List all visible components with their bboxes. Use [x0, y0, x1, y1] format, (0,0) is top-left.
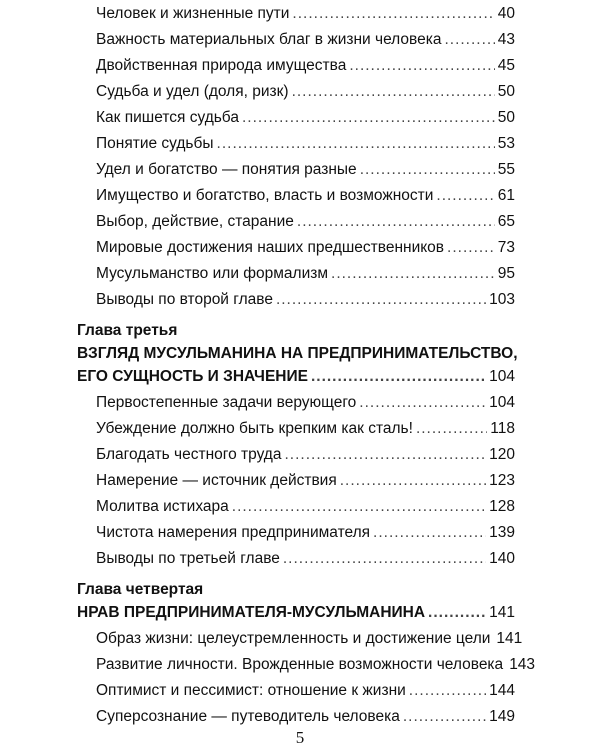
entry-title: Выводы по третьей главе — [96, 550, 280, 567]
toc-entry — [96, 30, 515, 50]
dot-leader — [403, 707, 486, 727]
dot-leader — [359, 393, 486, 413]
toc-entry — [96, 82, 515, 102]
entry-page: 45 — [497, 57, 515, 74]
chapter-label: Глава четвертая — [77, 581, 204, 598]
toc-entry — [96, 186, 515, 206]
entry-page: 53 — [497, 135, 515, 152]
toc-entry — [96, 523, 515, 543]
dot-leader — [416, 419, 487, 439]
entry-title: Имущество и богатство, власть и возможности — [96, 187, 434, 204]
dot-leader — [284, 445, 486, 465]
entry-page: 65 — [497, 213, 515, 230]
entry-page: 118 — [490, 420, 515, 437]
toc-entry — [96, 238, 515, 258]
entry-page: 95 — [497, 265, 515, 282]
entry-title: Двойственная природа имущества — [96, 57, 347, 74]
entry-page: 144 — [489, 682, 515, 699]
dot-leader — [409, 681, 486, 701]
toc-entry — [96, 497, 515, 517]
toc-entry — [96, 212, 515, 232]
entry-title: Важность материальных благ в жизни человека — [96, 31, 442, 48]
entry-page: 149 — [489, 708, 515, 725]
entry-page: 141 — [489, 604, 515, 621]
dot-leader — [232, 497, 486, 517]
toc-entry — [96, 160, 515, 180]
entry-page: 50 — [497, 83, 515, 100]
dot-leader — [292, 4, 494, 24]
entry-title: Развитие личности. Врожденные возможности человека — [96, 656, 504, 673]
dot-leader — [311, 367, 486, 387]
dot-leader — [447, 238, 495, 258]
entry-title: Молитва истихара — [96, 498, 229, 515]
dot-leader — [340, 471, 486, 491]
entry-title: Как пишется судьба — [96, 109, 239, 126]
entry-page: 55 — [497, 161, 515, 178]
dot-leader — [242, 108, 495, 128]
entry-title: Выбор, действие, старание — [96, 213, 294, 230]
toc-entry — [96, 681, 515, 701]
toc-entry — [96, 629, 523, 649]
entry-title: Мусульманство или формализм — [96, 265, 329, 282]
entry-title: Чистота намерения предпринимателя — [96, 524, 371, 541]
entry-title: Благодать честного труда — [96, 446, 282, 463]
toc-entry — [96, 264, 515, 284]
dot-leader — [428, 603, 486, 623]
entry-title: Понятие судьбы — [96, 135, 214, 152]
entry-page: 139 — [489, 524, 515, 541]
entry-page: 104 — [489, 394, 515, 411]
entry-title: Суперсознание — путеводитель человека — [96, 708, 400, 725]
entry-title: Образ жизни: целеустремленность и достижение цели — [96, 630, 491, 647]
entry-page: 143 — [509, 656, 536, 673]
dot-leader — [436, 186, 494, 206]
entry-title: Намерение — источник действия — [96, 472, 337, 489]
entry-page: 50 — [497, 109, 515, 126]
toc-entry — [96, 134, 515, 154]
toc-entry — [96, 393, 515, 413]
entry-page: 43 — [497, 31, 515, 48]
toc-entry — [96, 707, 515, 727]
entry-page: 103 — [489, 291, 515, 308]
entry-title: Мировые достижения наших предшественников — [96, 239, 445, 256]
toc-entry — [96, 549, 515, 569]
dot-leader — [276, 290, 486, 310]
entry-page: 61 — [497, 187, 515, 204]
entry-title: Удел и богатство — понятия разные — [96, 161, 357, 178]
toc-entry — [96, 290, 515, 310]
chapter-title: НРАВ ПРЕДПРИНИМАТЕЛЯ-МУСУЛЬМАНИНА — [77, 604, 426, 621]
chapter-title-entry — [77, 603, 515, 623]
dot-leader — [373, 523, 486, 543]
toc-entry — [96, 445, 515, 465]
toc-entry — [96, 655, 536, 675]
entry-page: 120 — [489, 446, 515, 463]
entry-page: 123 — [489, 472, 515, 489]
chapter-title-line: ВЗГЛЯД МУСУЛЬМАНИНА НА ПРЕДПРИНИМАТЕЛЬСТВО, — [77, 345, 518, 362]
entry-title: Первостепенные задачи верующего — [96, 394, 357, 411]
dot-leader — [297, 212, 495, 232]
entry-page: 140 — [489, 550, 515, 567]
chapter-label: Глава третья — [77, 322, 178, 339]
entry-title: Выводы по второй главе — [96, 291, 273, 308]
entry-title: Человек и жизненные пути — [96, 5, 290, 22]
dot-leader — [217, 134, 495, 154]
entry-title: Оптимист и пессимист: отношение к жизни — [96, 682, 406, 699]
toc-entry — [96, 471, 515, 491]
entry-page: 141 — [496, 630, 523, 647]
toc-entry — [96, 4, 515, 24]
toc-entry — [96, 419, 515, 439]
entry-page: 40 — [497, 5, 515, 22]
dot-leader — [444, 30, 494, 50]
entry-title: Судьба и удел (доля, ризк) — [96, 83, 289, 100]
chapter-title-entry — [77, 367, 515, 387]
dot-leader — [292, 82, 495, 102]
dot-leader — [283, 549, 486, 569]
dot-leader — [360, 160, 495, 180]
toc-entry — [96, 56, 515, 76]
entry-page: 128 — [489, 498, 515, 515]
chapter-title: ЕГО СУЩНОСТЬ И ЗНАЧЕНИЕ — [77, 368, 308, 385]
toc-entry — [96, 108, 515, 128]
entry-title: Убеждение должно быть крепким как сталь! — [96, 420, 413, 437]
entry-page: 104 — [489, 368, 515, 385]
entry-page: 73 — [497, 239, 515, 256]
page-number: 5 — [295, 728, 305, 747]
dot-leader — [349, 56, 494, 76]
dot-leader — [331, 264, 495, 284]
